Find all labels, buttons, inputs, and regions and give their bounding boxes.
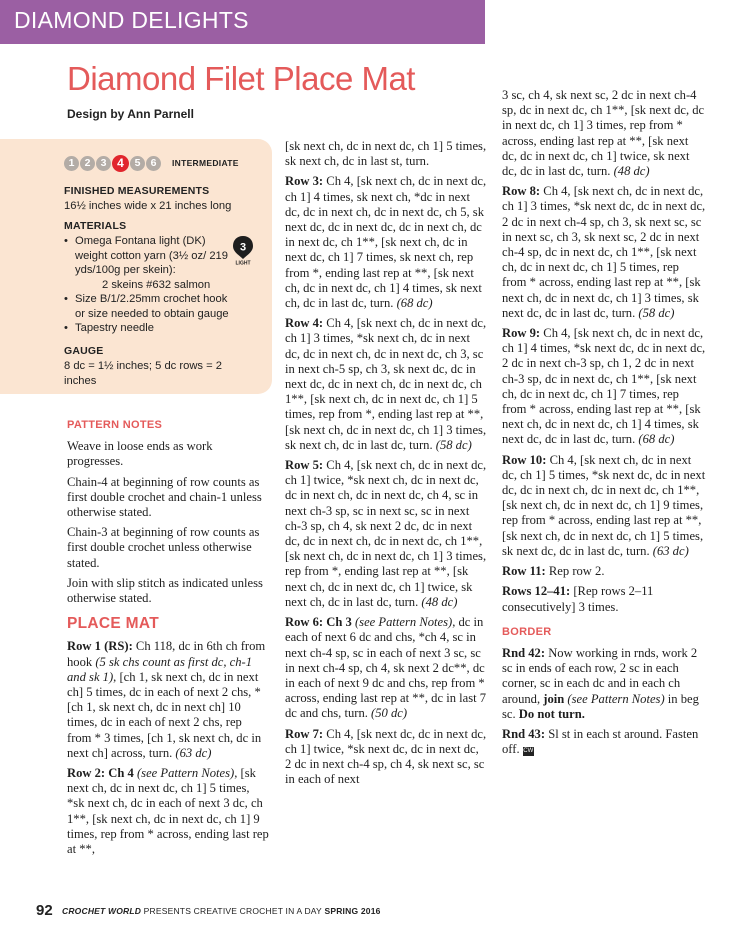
row-label: Row 7: [285, 726, 324, 741]
note-3: Chain-3 at beginning of row counts as first double crochet unless otherwise stated. [67, 525, 260, 570]
row-label: Row 9: [502, 326, 541, 341]
skill-level-5: 5 [130, 156, 145, 171]
row-7-continued: 3 sc, ch 4, sk next sc, 2 dc in next ch-4 sp, dc in next dc, ch 1**, [sk next dc, dc in next dc, ch 1] 3 times, rep from * across, ending last rep at **, [sk next dc, dc in next dc, ch 1] twice, sk next dc, dc in last dc, turn. (48 dc) [502, 88, 705, 179]
border-heading: BORDER [502, 625, 552, 638]
row-11: Row 11: Rep row 2. [502, 564, 605, 579]
rnd-43: Rnd 43: Sl st in each st around. Fasten off. CW [502, 726, 699, 757]
note-4: Join with slip stitch as indicated unless otherwise stated. [67, 575, 263, 606]
skill-level-3: 3 [96, 156, 111, 171]
end-of-pattern-icon: CW [523, 748, 534, 755]
yarn-weight-label: LIGHT [235, 260, 251, 265]
info-box [0, 139, 272, 394]
yarn-weight-icon [232, 235, 254, 265]
row-6: Row 6: Ch 3 (see Pattern Notes), dc in each of next 6 dc and chs, *ch 4, sc in next ch-4 sp, sc in each of next 3 sc, sc in next ch-4 sp, ch 4, sk next 2 dc**, dc in each of next 9 dc and chs, rep from * across, ending last rep at **, dc in last 7 dc and chs, turn. (50 dc) [285, 615, 487, 721]
row-8: Row 8: Ch 4, [sk next ch, dc in next dc, ch 1] 3 times, *sk next dc, dc in next dc, 2 dc in next ch-4 sp, ch 3, sk next sc, sc in next sc, ch 3, sk next sc, 2 dc in next ch-4 sp, dc in next dc, ch 1**, [sk next ch, dc in next dc, ch 1] 5 times, rep from * across, ending last rep at **, [sk next ch, dc in next dc, ch 1] 3 times, sk next dc, dc in last dc, turn. (58 dc) [502, 184, 706, 320]
list-item: 2 skeins #632 salmon [102, 278, 211, 291]
list-item: • Size B/1/2.25mm crochet hook or size needed to obtain gauge [64, 292, 234, 321]
row-5: Row 5: Ch 4, [sk next ch, dc in next dc, ch 1] twice, *sk next ch, dc in next dc, dc in next ch, dc in next dc, ch 4, sc in next ch-3 sp, sc in next sc, sc in next ch-3 sp, ch 4, sk next 2 dc, dc in next dc, dc in next ch, dc in next dc, ch 1**, [sk next ch, dc in next dc, ch 1] 3 times, rep from *, ending last rep at **, [sk next ch, dc in next dc, ch 1] twice, sk next ch, dc in last dc, turn. (48 dc) [285, 458, 487, 609]
skill-level-4-active: 4 [112, 155, 129, 172]
row-1: Row 1 (RS): Ch 118, dc in 6th ch from hook (5 sk chs count as first dc, ch-1 and sk 1), [ch 1, sk next ch, dc in next ch] 5 times, dc in each of next 2 chs, *[ch 1, sk next ch, dc in next ch] 10 times, dc in each of next 2 chs, rep from * 3 times, [ch 1, sk next ch, dc in next ch] across, turn. (63 dc) [67, 639, 266, 760]
finished-heading: FINISHED MEASUREMENTS [64, 185, 210, 197]
row-2: Row 2: Ch 4 (see Pattern Notes), [sk next ch, dc in next dc, ch 1] 5 times, *sk next ch, dc in each of next 3 dc, ch 1**, [sk next ch, dc in next dc, ch 1] 9 times, rep from * across, ending last rep at **, [67, 766, 269, 857]
row-label: Row 10: [502, 452, 547, 467]
skill-level-6: 6 [146, 156, 161, 171]
list-item: • Tapestry needle [64, 321, 234, 336]
row-label: Row 5: [285, 458, 324, 473]
column-2 [285, 139, 488, 792]
designer-credit: Design by Ann Parnell [67, 107, 194, 121]
gauge-heading: GAUGE [64, 345, 104, 357]
row-10: Row 10: Ch 4, [sk next ch, dc in next dc, ch 1] 5 times, *sk next dc, dc in next dc, dc in next ch, dc in next dc, ch 1**, [sk next ch, dc in next dc, ch 1] 9 times, rep from * across, ending last rep at **, [sk next ch, dc in next dc, ch 1] 5 times, sk next dc, dc in last dc, turn. (63 dc) [502, 452, 706, 558]
skill-level-1: 1 [64, 156, 79, 171]
row-label: Rnd 42: [502, 645, 546, 660]
finished-text: 16½ inches wide x 21 inches long [64, 200, 232, 212]
row-7: Row 7: Ch 4, [sk next dc, dc in next dc, ch 1] twice, *sk next dc, dc in next dc, 2 dc in next ch-4 sp, ch 4, sk next sc, sc in each of next [285, 726, 487, 787]
page-number: 92 [36, 902, 53, 919]
note-1: Weave in loose ends as work progresses. [67, 439, 213, 469]
skill-label: INTERMEDIATE [172, 158, 239, 169]
row-3: Row 3: Ch 4, [sk next ch, dc in next dc, ch 1] 4 times, sk next ch, *dc in next dc, dc in next ch, dc in next dc, ch 5, sk next dc, dc in next dc, dc in next ch, dc in next dc, ch 1**, [sk next ch, dc in next dc, ch 1] 7 times, sk next ch, rep from *, ending last rep at **, [sk next ch, dc in next dc, ch 1] 4 times, sk next ch, dc in last dc, turn. (68 dc) [285, 174, 487, 311]
column-3 [502, 88, 706, 762]
row-label: Row 1 (RS): [67, 639, 133, 654]
note-2: Chain-4 at beginning of row counts as first double crochet and chain-1 unless otherwise stated. [67, 474, 262, 520]
row-label: Row 2: Ch 4 [67, 766, 134, 781]
place-mat-heading: PLACE MAT [67, 615, 159, 633]
footer-credit: CROCHET WORLD PRESENTS CREATIVE CROCHET IN A DAY SPRING 2016 [62, 906, 381, 916]
list-item: • Omega Fontana light (DK) weight cotton yarn (3½ oz/ 219 yds/100g per skein): [64, 234, 234, 278]
banner-title: DIAMOND DELIGHTS [14, 7, 249, 33]
row-label: Row 6: Ch 3 [285, 615, 352, 630]
row-4: Row 4: Ch 4, [sk next ch, dc in next dc, ch 1] 3 times, *sk next ch, dc in next dc, dc in next ch, dc in next dc, ch 3, sc in next ch-5 sp, ch 3, sk next dc, dc in next dc, dc in next ch, dc in next dc, ch 1**, [sk next ch, dc in next dc, ch 1] 5 times, rep from *, ending last rep at **, [sk next ch, dc in next dc, ch 1] 3 times, sk next ch, dc in last dc, turn. (58 dc) [285, 316, 487, 452]
row-label: Row 3: [285, 174, 324, 189]
yarn-weight-number: 3 [239, 241, 247, 254]
rows-12-41: Rows 12–41: [Rep rows 2–11 consecutively] 3 times. [502, 584, 654, 614]
materials-list [64, 234, 234, 336]
column-1 [67, 418, 269, 862]
materials-heading: MATERIALS [64, 220, 127, 232]
row-label: Rnd 43: [502, 726, 546, 741]
skill-level-2: 2 [80, 156, 95, 171]
row-label: Row 4: [285, 316, 324, 331]
row-9: Row 9: Ch 4, [sk next ch, dc in next dc, ch 1] 4 times, *sk next dc, dc in next dc, 2 dc in next ch-3 sp, ch 1, 2 dc in next ch-3 sp, dc in next dc, ch 1**, [sk next ch, dc in next dc, ch 1] 7 times, rep from * across, ending last rep at **, [sk next ch, dc in next dc, ch 1] 4 times, sk next dc, dc in last dc, turn. (68 dc) [502, 326, 706, 447]
gauge-text: 8 dc = 1½ inches; 5 dc rows = 2 inches [64, 360, 222, 387]
row-label: Row 8: [502, 184, 541, 199]
row-label: Row 11: [502, 564, 546, 579]
pattern-notes-heading: PATTERN NOTES [67, 419, 163, 431]
row-2-continued: [sk next ch, dc in next dc, ch 1] 5 times, sk next ch, dc in last st, turn. [285, 139, 487, 169]
rnd-42: Rnd 42: Now working in rnds, work 2 sc in ends of each row, 2 sc in each corner, sc in each dc and in each ch around, join (see Pattern Notes) in beg sc. Do not turn. [502, 645, 699, 721]
section-banner [0, 0, 485, 44]
row-label: Rows 12–41: [502, 584, 571, 599]
skill-level-indicator [64, 155, 239, 172]
page-title: Diamond Filet Place Mat [67, 60, 415, 97]
